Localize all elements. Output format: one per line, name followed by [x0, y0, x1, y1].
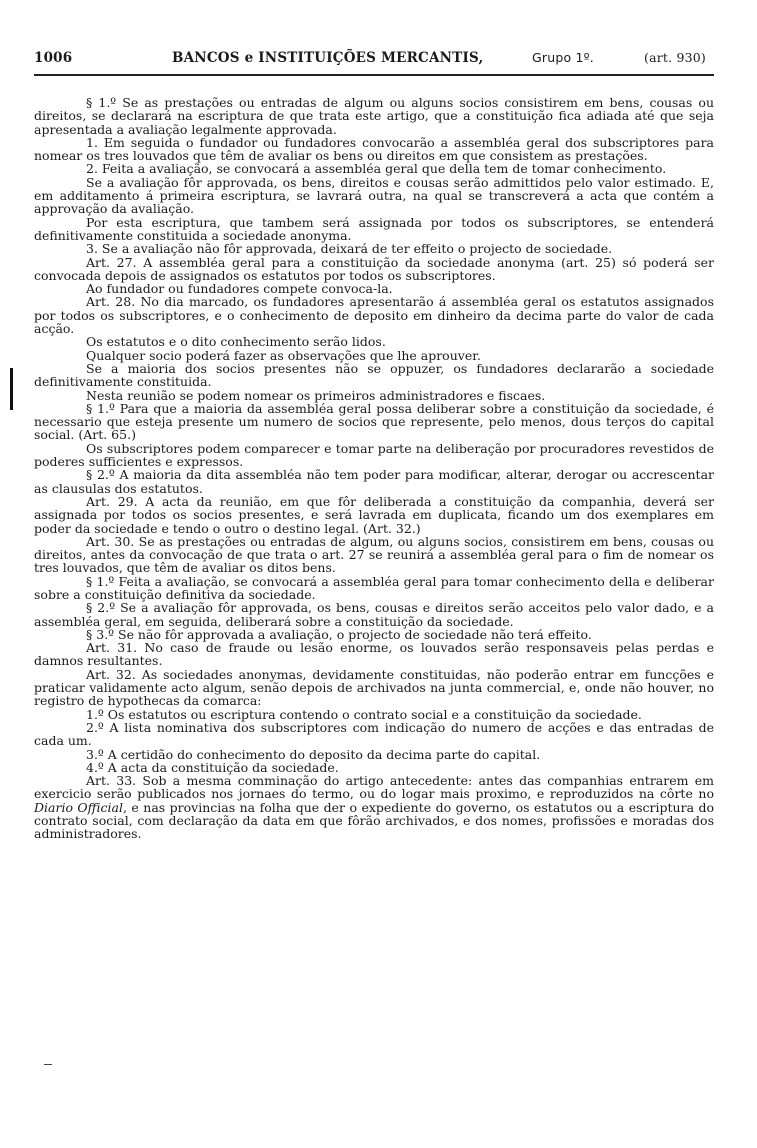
paragraph: Os estatutos e o dito conhecimento serão lidos.	[86, 334, 386, 350]
margin-mark	[10, 368, 13, 410]
paragraph: 2.º A lista nominativa dos subscriptores com indicação do numero de acções e das entradas de cada um.	[34, 719, 714, 749]
paragraph: 1. Em seguida o fundador ou fundadores convocarão a assembléa geral dos subscriptores para nomear os tres louvados que têm de avaliar os bens ou direitos em que consistem as prestações.	[34, 134, 714, 164]
group-label: Grupo 1º.	[532, 50, 594, 65]
paragraph: 2. Feita a avaliação, se convocará a assembléa geral que della tem de tomar conhecimento.	[86, 161, 667, 177]
paragraph: § 2.º Se a avaliação fôr approvada, os bens, cousas e direitos serão acceitos pelo valor dado, e a assembléa geral, em seguida, deliberará sobre a constituição da sociedade.	[34, 600, 714, 629]
final-text-start: Art. 33. Sob a mesma comminação do artigo antecedente: antes das companhias entrarem em exercicio serão publicados nos jornaes do termo, ou do logar mais proximo, e reproduzidos na côrte no	[34, 773, 714, 802]
stray-mark	[44, 1064, 52, 1065]
paragraph: Os subscriptores podem comparecer e tomar parte na deliberação por procuradores revestidos de poderes sufficientes e expressos.	[34, 440, 714, 470]
paragraph: Se a maioria dos socios presentes não se oppuzer, os fundadores declararão a sociedade definitivamente constituida.	[34, 360, 714, 390]
paragraph: 3. Se a avaliação não fôr approvada, deixará de ter effeito o projecto de sociedade.	[86, 241, 613, 257]
paragraph: 1.º Os estatutos ou escriptura contendo o contrato social e a constituição da sociedade.	[86, 706, 642, 722]
paragraph: § 1.º Para que a maioria da assembléa geral possa deliberar sobre a constituição da sociedade, é necessario que esteja presente um numero de socios que represente, pelo menos, dous terços do capital social. (Art. 65.)	[34, 400, 714, 443]
paragraph: Art. 28. No dia marcado, os fundadores apresentarão á assembléa geral os estatutos assignados por todos os subscriptores, e o conhecimento de deposito em dinheiro da decima parte do valor de cada acção.	[34, 294, 714, 337]
paragraph: § 1.º Se as prestações ou entradas de algum ou alguns socios consistirem em bens, cousas ou direitos, se declarará na escriptura de que trata este artigo, que a constituição fica adiada até que seja apresentada a avaliação legalmente approvada.	[34, 95, 714, 137]
paragraph: Art. 30. Se as prestações ou entradas de algum, ou alguns socios, consistirem em bens, cousas ou direitos, antes da convocação de que trata o art. 27 se reunirá a assembléa geral para o fim de nomear os tres louvados, que têm de avaliar os ditos bens.	[34, 533, 714, 576]
paragraph: Art. 29. A acta da reunião, em que fôr deliberada a constituição da companhia, deverá ser assignada por todos os socios presentes, e será lavrada em duplicata, ficando um dos exemplares em poder da sociedade e tendo o outro o destino legal. (Art. 32.)	[34, 493, 714, 536]
final-text-end: , e nas provincias na folha que der o expediente do governo, os estatutos ou a escriptura do contrato social, com declaração da data em que fôrão archivados, e dos nomes, profissões e moradas dos administradores.	[34, 799, 715, 842]
paragraph: Art. 32. As sociedades anonymas, devidamente constituidas, não poderão entrar em funcções e praticar validamente acto algum, senão depois de archivados na junta commercial, e, onde não houver, no registro de hypothecas da comarca:	[34, 666, 714, 709]
paragraph: Por esta escriptura, que tambem será assignada por todos os subscriptores, se entenderá definitivamente constituida a sociedade anonyma.	[34, 214, 714, 243]
running-header	[34, 50, 714, 72]
page-number: 1006	[34, 50, 73, 66]
paragraph: Se a avaliação fôr approvada, os bens, direitos e cousas serão admittidos pelo valor estimado. E, em additamento á primeira escriptura, se lavrará outra, na qual se transcreverá a acta que contém a approvação da avaliação.	[34, 174, 714, 217]
paragraph-final	[34, 774, 714, 840]
paragraph: 3.º A certidão do conhecimento do deposito da decima parte do capital.	[86, 746, 541, 762]
italic-title: Diario Official	[34, 799, 123, 815]
paragraph: Qualquer socio poderá fazer as observações que lhe aprouver.	[86, 347, 481, 363]
paragraph: Ao fundador ou fundadores compete convoca-la.	[86, 281, 393, 297]
paragraph: Art. 31. No caso de fraude ou lesão enorme, os louvados serão responsaveis pelas perdas e damnos resultantes.	[34, 640, 714, 669]
paragraph: Art. 27. A assembléa geral para a constituição da sociedade anonyma (art. 25) só poderá ser convocada depois de assignados os estatutos por todos os subscriptores.	[34, 254, 714, 283]
paragraph: 4.º A acta da constituição da sociedade.	[86, 759, 339, 775]
article-reference: (art. 930)	[644, 50, 707, 65]
running-title: BANCOS e INSTITUIÇÕES MERCANTIS,	[172, 50, 484, 66]
paragraph: § 3.º Se não fôr approvada a avaliação, o projecto de sociedade não terá effeito.	[86, 626, 592, 642]
paragraph: § 2.º A maioria da dita assembléa não tem poder para modificar, alterar, derogar ou accrescentar as clausulas dos estatutos.	[34, 467, 714, 496]
paragraph: § 1.º Feita a avaliação, se convocará a assembléa geral para tomar conhecimento della e deliberar sobre a constituição definitiva da sociedade.	[34, 573, 714, 602]
body-text	[34, 96, 714, 841]
paragraph: Nesta reunião se podem nomear os primeiros administradores e fiscaes.	[86, 387, 546, 403]
header-rule	[34, 74, 714, 76]
